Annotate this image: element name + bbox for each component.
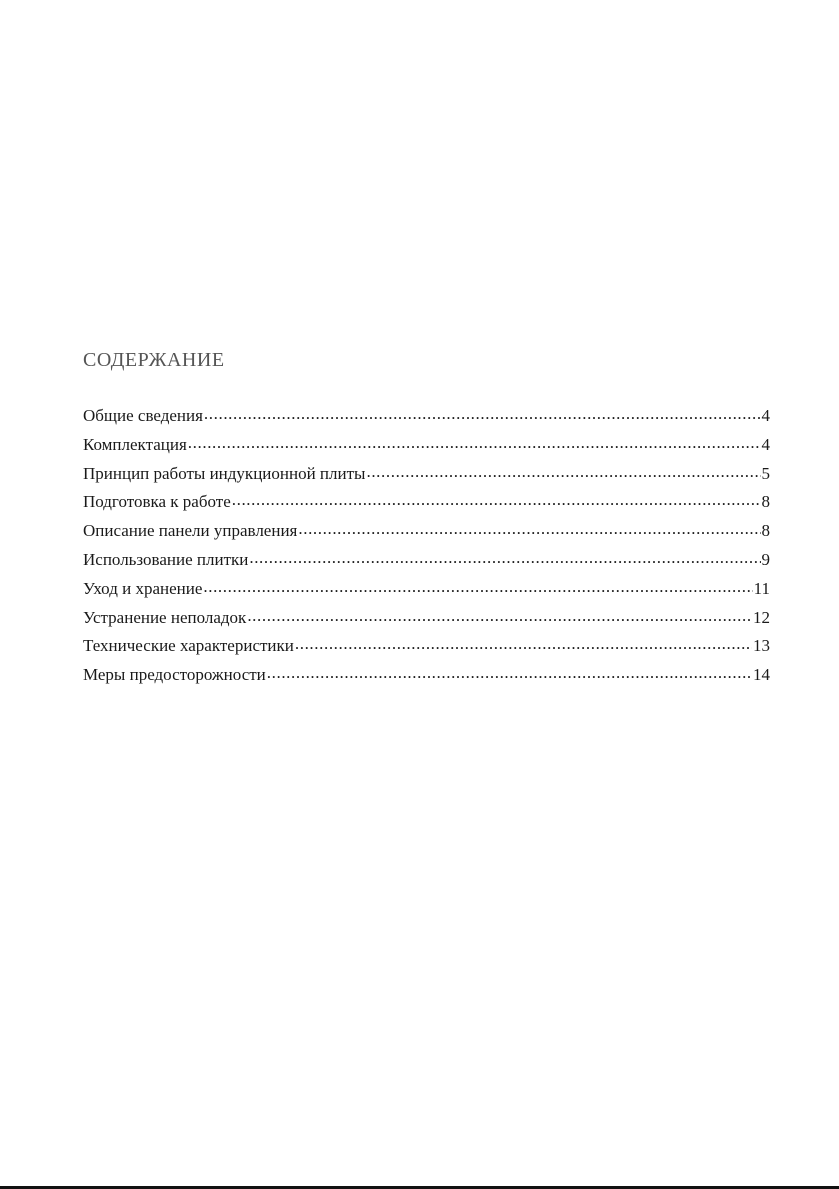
toc-dot-leader	[204, 404, 761, 421]
toc-entry	[83, 490, 770, 519]
toc-entry-title: Комплектация	[83, 434, 187, 454]
toc-entry-page: 13	[753, 636, 770, 656]
toc-list	[83, 404, 770, 692]
toc-entry-title: Меры предосторожности	[83, 665, 266, 685]
toc-dot-leader	[232, 490, 761, 507]
toc-dot-leader	[188, 433, 761, 450]
toc-entry-title: Технические характеристики	[83, 636, 294, 656]
toc-entry-page: 11	[753, 578, 770, 598]
toc-entry-title: Уход и хранение	[83, 578, 203, 598]
toc-dot-leader	[366, 462, 760, 479]
toc-dot-leader	[247, 606, 752, 623]
toc-dot-leader	[267, 663, 752, 680]
toc-entry-page: 4	[761, 434, 770, 454]
toc-entry-page: 4	[761, 406, 770, 425]
toc-entry	[83, 577, 770, 606]
toc-entry-title: Принцип работы индукционной плиты	[83, 463, 366, 483]
toc-entry-page: 9	[761, 549, 770, 569]
toc-entry-page: 14	[753, 665, 770, 685]
toc-heading: СОДЕРЖАНИЕ	[83, 349, 225, 371]
toc-entry	[83, 606, 770, 635]
toc-entry	[83, 548, 770, 577]
toc-entry-title: Подготовка к работе	[83, 492, 231, 512]
toc-entry	[83, 663, 770, 692]
toc-entry	[83, 433, 770, 462]
toc-dot-leader	[298, 519, 760, 536]
toc-entry-page: 5	[761, 463, 770, 483]
toc-entry	[83, 404, 770, 433]
toc-entry	[83, 519, 770, 548]
toc-entry	[83, 634, 770, 663]
toc-entry	[83, 462, 770, 491]
toc-entry-title: Общие сведения	[83, 406, 203, 425]
toc-entry-page: 8	[761, 521, 770, 541]
toc-entry-title: Описание панели управления	[83, 521, 298, 541]
toc-entry-page: 12	[753, 607, 770, 627]
toc-dot-leader	[249, 548, 760, 565]
toc-dot-leader	[203, 577, 752, 594]
toc-entry-title: Устранение неполадок	[83, 607, 247, 627]
toc-entry-page: 8	[761, 492, 770, 512]
toc-dot-leader	[295, 634, 752, 651]
toc-entry-title: Использование плитки	[83, 549, 249, 569]
